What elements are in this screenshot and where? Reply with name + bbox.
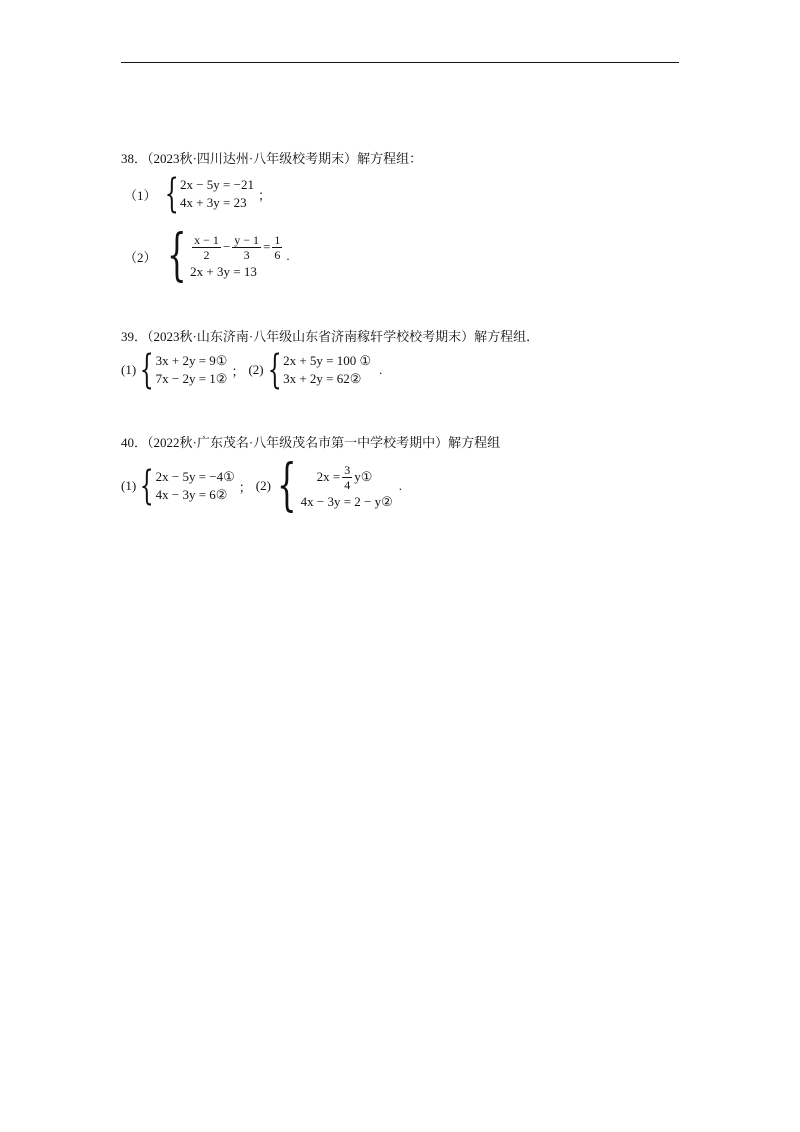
equation-system xyxy=(161,171,254,217)
equation-system xyxy=(264,347,372,393)
numerator: 3 xyxy=(344,462,351,477)
separator: . xyxy=(379,362,383,377)
separator: . xyxy=(398,478,403,493)
problem-38-part-2 xyxy=(124,223,290,288)
denominator: 2 xyxy=(203,247,210,262)
equation-2: 2x + 3y = 13 xyxy=(190,264,257,279)
separator: ； xyxy=(231,363,245,379)
denominator: 6 xyxy=(274,247,281,262)
equation-system xyxy=(161,223,285,288)
problem-40-parts xyxy=(121,453,403,518)
header-rule xyxy=(121,62,679,63)
expression: 2x = xyxy=(316,469,341,484)
part-label: (2) xyxy=(248,362,264,377)
denominator: 4 xyxy=(344,477,351,492)
equation-2: 4x − 3y = 6② xyxy=(155,487,228,502)
problem-38-part-1 xyxy=(124,171,271,217)
fraction xyxy=(342,463,352,492)
operator: = xyxy=(263,239,271,254)
equation-1: 2x + 5y = 100 ① xyxy=(283,353,372,368)
equation-1 xyxy=(190,231,284,263)
separator: . xyxy=(286,248,290,263)
left-brace: { xyxy=(267,347,282,393)
equation-system xyxy=(136,347,228,393)
part-label: （2） xyxy=(124,249,157,265)
problem-38-heading: 38．（2023秋·四川达州·八年级校考期末）解方程组： xyxy=(121,151,423,166)
part-label: （1） xyxy=(124,187,157,203)
equation-system xyxy=(271,453,393,518)
numerator: y − 1 xyxy=(234,232,260,247)
fraction xyxy=(272,233,282,262)
denominator: 3 xyxy=(243,247,250,262)
separator: ； xyxy=(238,479,252,495)
left-brace: { xyxy=(164,171,179,217)
part-label: (2) xyxy=(255,478,271,493)
equation-1 xyxy=(301,461,393,493)
left-brace: { xyxy=(166,223,187,288)
equation-2: 4x + 3y = 23 xyxy=(179,195,247,210)
part-label: (1) xyxy=(121,362,137,377)
equation-2: 3x + 2y = 62② xyxy=(283,371,362,386)
numerator: x − 1 xyxy=(194,232,219,247)
fraction xyxy=(232,233,261,262)
equation-2: 4x − 3y = 2 − y② xyxy=(300,494,393,509)
left-brace: { xyxy=(276,453,297,518)
equation-2: 7x − 2y = 1② xyxy=(155,371,228,386)
equation-1: 3x + 2y = 9① xyxy=(155,353,228,368)
problem-39-parts xyxy=(121,347,383,393)
equation-1: 2x − 5y = −21 xyxy=(179,177,254,192)
equation-1: 2x − 5y = −4① xyxy=(155,469,235,484)
problem-40-heading: 40．（2022秋·广东茂名·八年级茂名市第一中学校考期中）解方程组 xyxy=(121,435,501,450)
fraction xyxy=(192,233,221,262)
problem-39-heading: 39．（2023秋·山东济南·八年级山东省济南稼轩学校校考期末）解方程组． xyxy=(121,329,540,344)
separator: ； xyxy=(257,187,271,203)
left-brace: { xyxy=(139,347,154,393)
expression: y① xyxy=(354,469,373,484)
part-label: (1) xyxy=(121,478,137,493)
equation-system xyxy=(136,463,235,509)
numerator: 1 xyxy=(274,232,281,247)
left-brace: { xyxy=(139,463,154,509)
operator: − xyxy=(222,239,231,254)
